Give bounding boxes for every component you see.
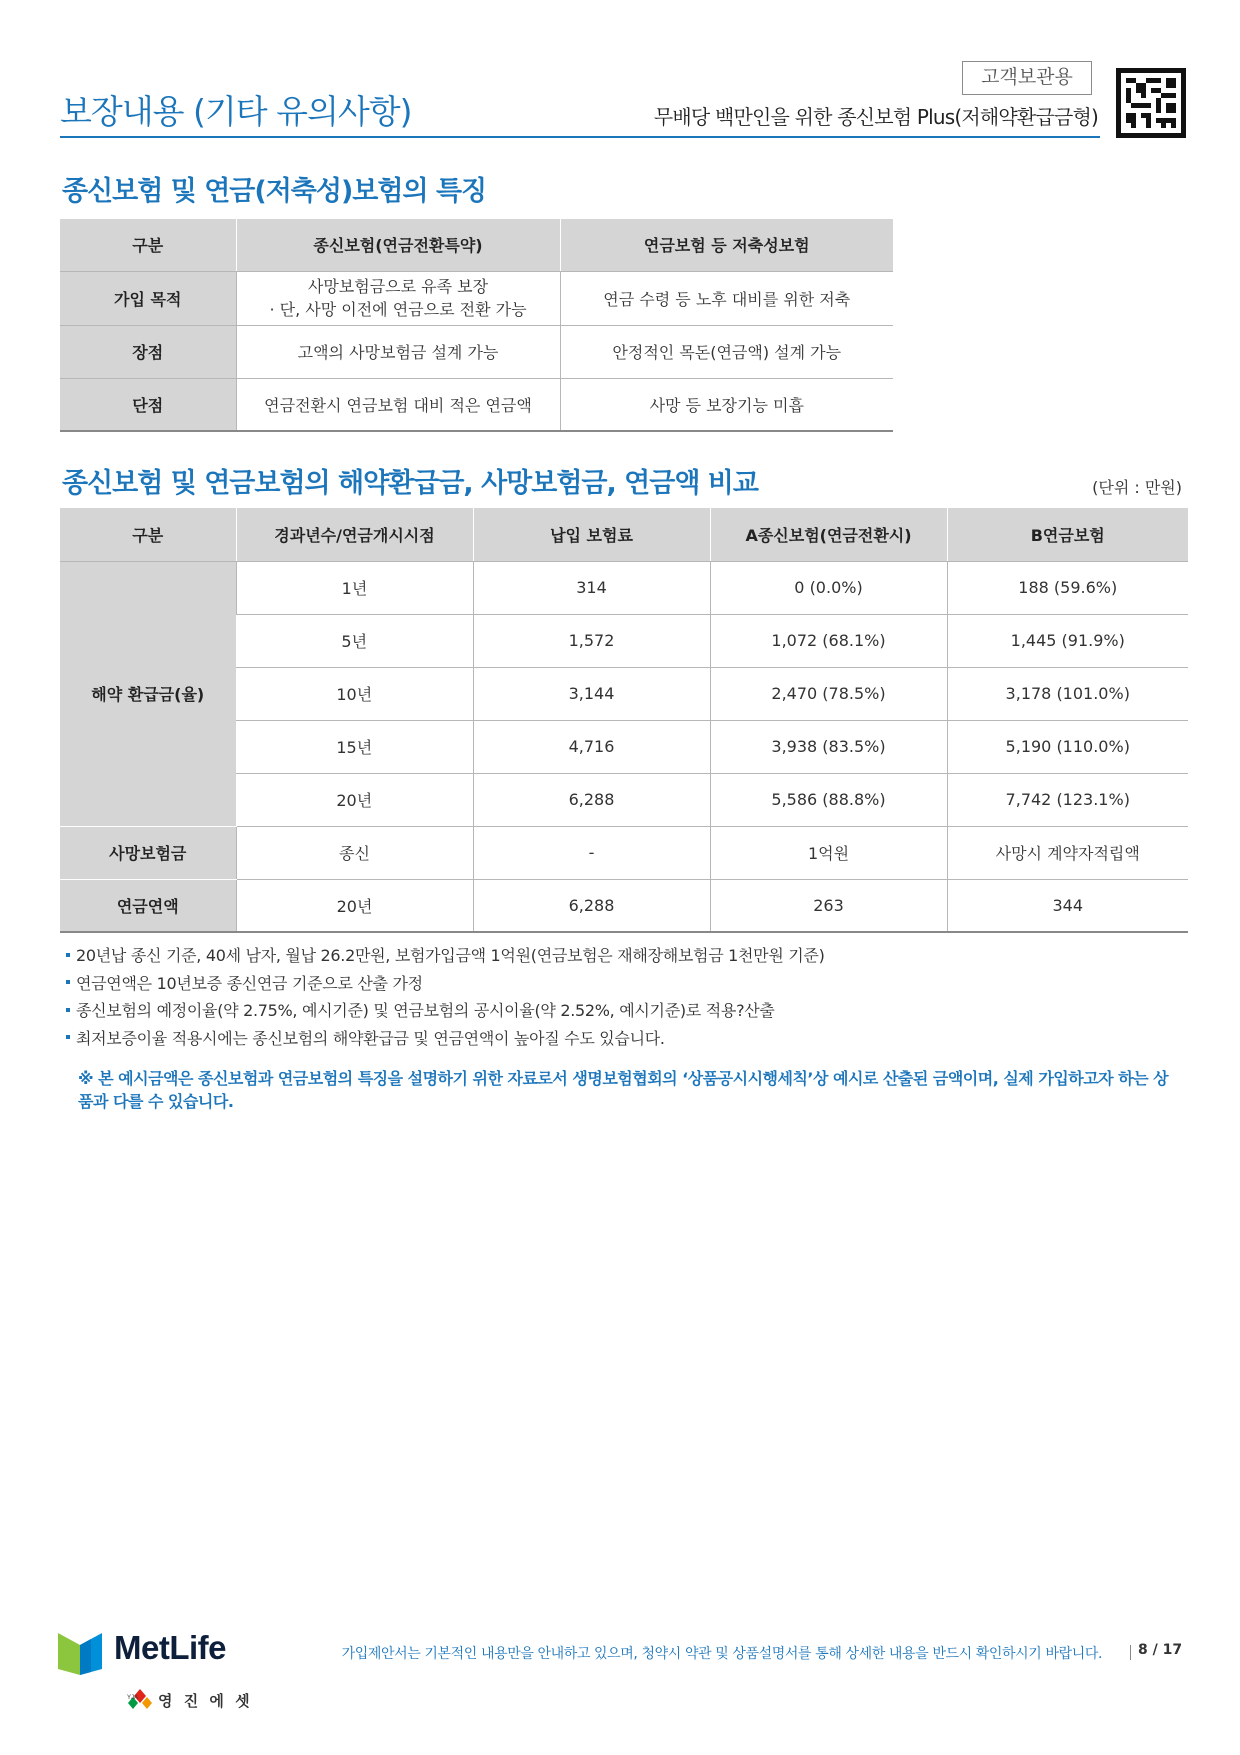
section-title-features: 종신보험 및 연금(저축성)보험의 특징 [62,176,487,207]
header-cell: 구분 [60,219,236,271]
row-label: 연금연액 [60,879,236,932]
bullet-icon [66,1008,70,1012]
table-cell: 2,470 (78.5%) [710,667,947,720]
table-header-row [60,508,1188,561]
table-cell: 안정적인 목돈(연금액) 설계 가능 [560,325,893,378]
header-divider [60,136,1100,138]
row-label: 사망보험금 [60,826,236,879]
list-item [66,942,1186,970]
table-cell: 3,178 (101.0%) [947,667,1188,720]
cell-line: 사망보험금으로 유족 보장 [307,277,489,296]
table-cell: 고액의 사망보험금 설계 가능 [236,325,560,378]
partner-logo-icon [126,1687,154,1711]
table-cell: 20년 [236,773,473,826]
table-cell: 0 (0.0%) [710,561,947,614]
page-number: 8 / 17 [1138,1642,1183,1658]
features-table [60,219,893,432]
copy-type-badge: 고객보관용 [962,61,1092,95]
note-text: 종신보험의 예정이율(약 2.75%, 예시기준) 및 연금보험의 공시이율(약 2.52%, 예시기준)로 적용?산출 [76,1001,775,1020]
header-cell: 경과년수/연금개시시점 [236,508,473,561]
table-cell: 20년 [236,879,473,932]
header-cell: 연금보험 등 저축성보험 [560,219,893,271]
header-cell: 납입 보험료 [473,508,710,561]
note-text: 연금연액은 10년보증 종신연금 기준으로 산출 가정 [76,973,423,993]
table-cell: 263 [710,879,947,932]
table-cell: 5,586 (88.8%) [710,773,947,826]
table-cell: 연금전환시 연금보험 대비 적은 연금액 [236,378,560,431]
table-cell: 5,190 (110.0%) [947,720,1188,773]
table-cell: 5년 [236,614,473,667]
comparison-table [60,508,1188,933]
qr-code-icon [1116,68,1186,138]
table-cell: 연금 수령 등 노후 대비를 위한 저축 [560,271,893,325]
header-cell: 구분 [60,508,236,561]
table-cell: 1억원 [710,826,947,879]
note-text: 20년납 종신 기준, 40세 남자, 월납 26.2만원, 보험가입금액 1억원(연금보험은 재해장해보험금 1천만원 기준) [76,946,825,965]
table-row [60,826,1188,879]
table-cell: 188 (59.6%) [947,561,1188,614]
table-cell: 1,445 (91.9%) [947,614,1188,667]
table-cell: 4,716 [473,720,710,773]
footer-separator [1130,1645,1131,1660]
table-cell: 1,072 (68.1%) [710,614,947,667]
note-text: 최저보증이율 적용시에는 종신보험의 해약환급금 및 연금연액이 높아질 수도 있습니다. [76,1028,665,1048]
product-name: 무배당 백만인을 위한 종신보험 Plus(저해약환급금형) [653,105,1098,129]
table-row [60,378,893,431]
header-cell: A종신보험(연금전환시) [710,508,947,561]
table-cell: 1년 [236,561,473,614]
table-cell: 3,938 (83.5%) [710,720,947,773]
notes-list [66,942,1186,1052]
table-cell: 314 [473,561,710,614]
partner-name: 영 진 에 셋 [158,1692,253,1710]
table-cell: 344 [947,879,1188,932]
cell-line: · 단, 사망 이전에 연금으로 전환 가능 [269,300,527,319]
row-label: 단점 [60,378,236,431]
section-title-comparison: 종신보험 및 연금보험의 해약환급금, 사망보험금, 연금액 비교 [62,468,758,499]
table-cell: - [473,826,710,879]
table-row [60,271,893,325]
header-cell: 종신보험(연금전환특약) [236,219,560,271]
table-cell: 6,288 [473,879,710,932]
footer-notice: 가입제안서는 기본적인 내용만을 안내하고 있으며, 청약시 약관 및 상품설명서를 통해 상세한 내용을 반드시 확인하시기 바랍니다. [341,1646,1102,1662]
list-item [66,1025,1186,1053]
table-cell [236,271,560,325]
table-cell: 종신 [236,826,473,879]
table-row [60,325,893,378]
metlife-brand: MetLife [114,1629,226,1666]
list-item [66,997,1186,1025]
bullet-icon [66,980,70,984]
table-cell: 10년 [236,667,473,720]
table-cell: 1,572 [473,614,710,667]
bullet-icon [66,1035,70,1039]
table-cell: 사망 등 보장기능 미흡 [560,378,893,431]
bullet-icon [66,953,70,957]
table-cell: 7,742 (123.1%) [947,773,1188,826]
table-cell: 사망시 계약자적립액 [947,826,1188,879]
list-item [66,970,1186,998]
table-cell: 3,144 [473,667,710,720]
table-header-row [60,219,893,271]
header-cell: B연금보험 [947,508,1188,561]
unit-note: (단위 : 만원) [1092,478,1182,497]
table-cell: 15년 [236,720,473,773]
page-title: 보장내용 (기타 유의사항) [60,92,412,131]
table-row [60,561,1188,614]
disclaimer-text: ※ 본 예시금액은 종신보험과 연금보험의 특징을 설명하기 위한 자료로서 생명보험협회의 ‘상품공시시행세칙’상 예시로 산출된 금액이며, 실제 가입하고자 하는 상품과 다를 수 있습니다. [78,1069,1169,1111]
table-row [60,879,1188,932]
row-label: 해약 환급금(율) [60,561,236,826]
row-label: 장점 [60,325,236,378]
row-label: 가입 목적 [60,271,236,325]
table-cell: 6,288 [473,773,710,826]
partner-mark: YJA [127,1695,139,1701]
